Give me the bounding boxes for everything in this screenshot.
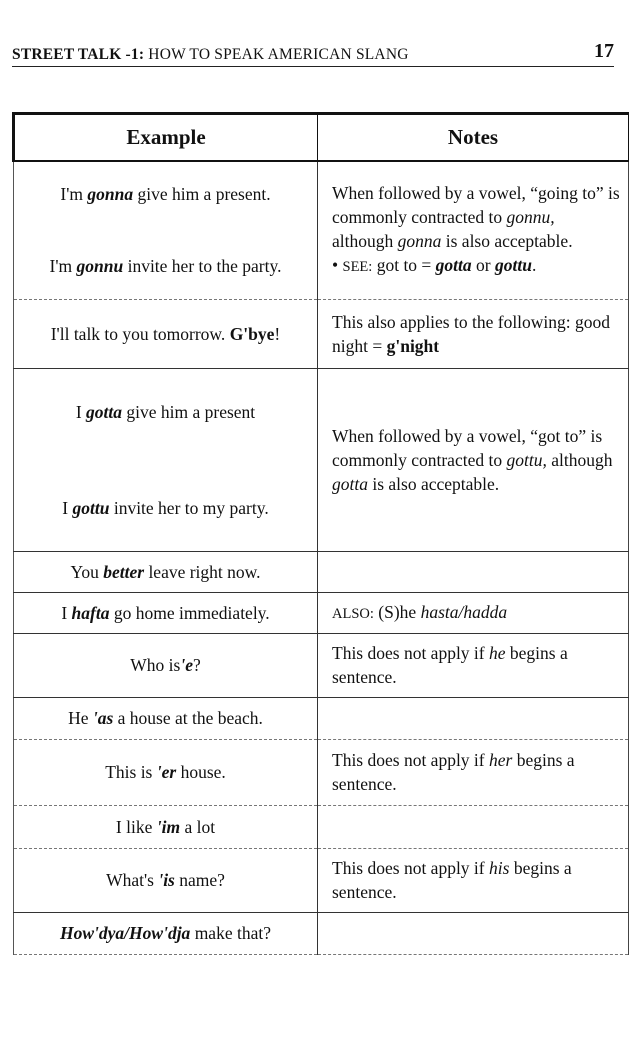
example-cell: I'll talk to you tomorrow. G'bye! — [14, 299, 318, 368]
example-cell: He 'as a house at the beach. — [14, 697, 318, 739]
see-also-line: • SEE: got to = gotta or gottu. — [332, 255, 537, 276]
column-header-notes: Notes — [318, 114, 629, 162]
table-row — [14, 848, 629, 912]
notes-cell: When followed by a vowel, “going to” is commonly contracted to gonnu, although gonna is also acceptable. • SEE: got to = gotta or gottu. — [318, 161, 629, 299]
header-rule — [12, 66, 614, 67]
table-row — [14, 161, 629, 299]
notes-cell — [318, 697, 629, 739]
table-row — [14, 299, 629, 368]
example-sentence: I'm gonnu invite her to the party. — [49, 256, 282, 277]
notes-cell — [318, 912, 629, 954]
notes-cell: When followed by a vowel, “got to” is commonly contracted to gottu, although gotta is also acceptable. — [318, 368, 629, 551]
example-sentence: I gotta give him a present — [75, 401, 256, 422]
notes-cell — [318, 805, 629, 848]
book-title-bold: STREET TALK -1: — [12, 46, 145, 63]
table-row — [14, 633, 629, 697]
example-cell — [14, 161, 318, 299]
table-row — [14, 739, 629, 805]
notes-cell: This does not apply if her begins a sentence. — [318, 739, 629, 805]
notes-cell: ALSO: (S)he hasta/hadda — [318, 592, 629, 633]
table-row — [14, 912, 629, 954]
example-cell: I hafta go home immediately. — [14, 592, 318, 633]
table-row — [14, 551, 629, 592]
table-row — [14, 697, 629, 739]
book-title — [12, 46, 409, 64]
table-row — [14, 805, 629, 848]
page-number: 17 — [594, 40, 614, 62]
example-cell: You better leave right now. — [14, 551, 318, 592]
example-cell: What's 'is name? — [14, 848, 318, 912]
table-row — [14, 368, 629, 551]
notes-cell — [318, 551, 629, 592]
notes-cell: This also applies to the following: good night = g'night — [318, 299, 629, 368]
table-row — [14, 592, 629, 633]
slang-table — [12, 112, 629, 955]
example-cell — [14, 368, 318, 551]
notes-cell: This does not apply if his begins a sentence. — [318, 848, 629, 912]
example-cell: I like 'im a lot — [14, 805, 318, 848]
example-cell: How'dya/How'dja make that? — [14, 912, 318, 954]
table-header-row — [14, 114, 629, 162]
column-header-example: Example — [14, 114, 318, 162]
notes-cell: This does not apply if he begins a sentence. — [318, 633, 629, 697]
example-cell: This is 'er house. — [14, 739, 318, 805]
example-sentence: I gottu invite her to my party. — [62, 497, 269, 518]
example-sentence: I'm gonna give him a present. — [60, 184, 271, 205]
book-subtitle: HOW TO SPEAK AMERICAN SLANG — [148, 46, 409, 63]
page-header — [12, 38, 614, 70]
example-cell: Who is'e? — [14, 633, 318, 697]
